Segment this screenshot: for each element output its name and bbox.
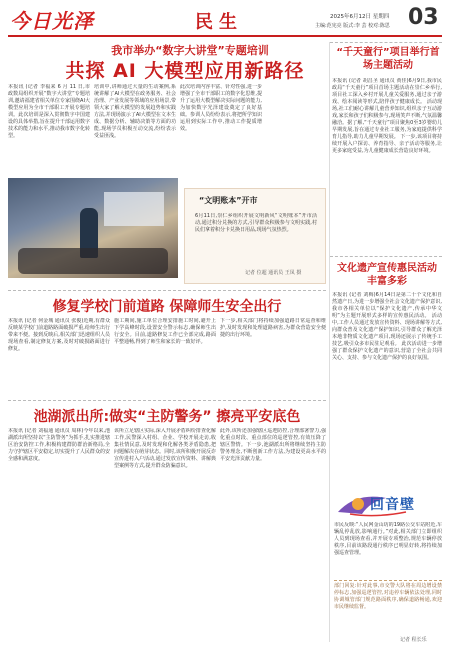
photo-screen	[104, 192, 164, 226]
sidebar2-divider	[330, 256, 442, 257]
echo-wall-credit: 记者 程长乐	[400, 637, 427, 643]
sidebar-divider-top	[330, 42, 442, 43]
article1-para1: 本报讯 (记者 李福来 6 月 11 日,市政数局组织开展“数字大讲堂”专题培训,邀请福建省相关单位专家围绕AI大模型应用为全市干部职工开展专题培训。此次培训是深入贯彻数字中国建设的具体举措,旨在提升干部运用数字技术的能力和水平,推动我市数字化转型。	[8, 84, 90, 139]
article1-title: 共探 AI 大模型应用新路径	[65, 60, 305, 82]
article3-col1	[8, 428, 110, 642]
article3-para1: 本报讯 (记者 刘福通 通讯员 周林)今年以来,池湖派出所坚持以“主防警务”为抓手,扎实推进辖区治安防控工作,积极构建群防群治新格局,全力守护辖区平安稳定,切实提升了人民群众的安全感和满意度。	[8, 428, 110, 462]
article1-col4	[266, 84, 326, 124]
article1-para3: 此次培训内容丰富、针对性强,进一步增强了全市干部职工的数字化思维,提升了运用大模型解决实际问题的能力,为加快数字光泽建设奠定了良好基础。参训人员纷纷表示,将把所学知识运用到实际工作中,推动工作提质增效。	[180, 84, 262, 132]
article2-title: 修复学校门前道路 保障师生安全出行	[52, 299, 282, 315]
echo-wall-label: 回音壁	[370, 497, 415, 513]
article2-para1: 本报讯 (记者 何金城 通讯员 张俊)近期,有群众反映某学校门前道路路面破损严重,给师生出行带来不便。接到反映后,相关部门迅速组织人员现场查看,制定修复方案,及时对破损路面进行修复。	[8, 318, 110, 352]
article3-col3	[220, 428, 326, 642]
echo-wall-reply	[334, 580, 442, 632]
article3-title: 池湖派出所:做实“主防警务” 擦亮平安底色	[33, 409, 301, 425]
echo-wall-reply-text: 部门回复:针对此事,市交警大队将在周边增设禁停标志,加强巡逻管控,对违停车辆依法处理,同时协调城管部门规范路面秩序,确保道路畅通,欢迎市民继续监督。	[334, 583, 442, 610]
sidebar2-para2: 活动中,工作人员通过发放宣传资料、现场讲解等方式,向群众普及文化遗产保护知识,引导群众了解光泽本地非物质文化遗产项目,现场还展示了传统手工技艺,吸引众多市民驻足观看。	[332, 313, 442, 347]
article3-divider	[8, 400, 326, 401]
issue-date: 2025年6月12日 星期四	[330, 14, 390, 20]
article2-col3	[220, 318, 326, 394]
page-number: 03	[408, 5, 439, 30]
training-photo	[8, 178, 178, 278]
newspaper-logo: 今日光泽	[10, 9, 94, 33]
quote-box-body: 6月11日,崇仁乡组织开展文明新风“文明账本”开市活动,通过积分兑换的方式,引导群众积极参与文明实践,村民们拿着积分卡兑换日用品,现场气氛热烈。	[195, 213, 317, 233]
article3-para3: 此外,该所还加强辖区巡逻防控,合理部署警力,强化重点时段、重点部位的巡逻管控,有效压降了辖区警情。下一步,池湖派出所将继续坚持主防警务理念,不断创新工作方法,为建设更高水平的平安光泽贡献力量。	[220, 428, 326, 462]
masthead-rule	[8, 35, 442, 37]
article3-col2	[114, 428, 216, 642]
article1-para2: 培训中,讲师通过大量的生动案例,系统讲解了AI大模型在政务服务、社会治理、产业发展等领域的应用场景,带领大家了解大模型的发展趋势和实践方法,并现场演示了AI大模型在文本生成、数据分析、辅助决策等方面的功能,现场学员积极互动交流,纷纷表示受益匪浅。	[94, 84, 176, 139]
echo-wall-body: 市民反映:“人民网金山坊的19路公交车站附近,车辆乱停乱放,影响通行。”对此,相关部门立即组织人员到现场查看,并开展专项整治,规范车辆停放秩序,目前该路段通行秩序已明显好转,将持续加强巡查管理。	[334, 522, 442, 556]
sidebar-para1: 本报讯 (记者 胡昌圣 通讯员 黄佳)6月9日,我市民政局“千天童行”项目首场主题活动在崇仁乡举行,项目社工深入乡村开展儿童关爱服务,通过亲子游戏、绘本阅读等形式,陪伴孩子健康成长。	[332, 78, 442, 105]
article3-para2: 该所立足辖区实际,深入开展矛盾纠纷排查化解工作,民警深入村组、企业、学校开展走访,收集社情民意,及时发现和化解各类矛盾隐患,把问题解决在萌芽状态。同时,该所积极开展反诈宣传进村入户活动,通过发放宣传资料、讲解典型案例等方式,提升群众防骗意识。	[114, 428, 216, 469]
sidebar2-body	[332, 292, 442, 486]
article2-col2	[114, 318, 216, 394]
article2-para2: 施工期间,施工单位合理安排施工时间,避开上下学高峰时段,设置安全警示标志,确保师生出行安全。目前,道路修复工作已全部完成,路面平整通畅,得到了师生和家长的一致好评。	[114, 318, 216, 345]
quote-box	[184, 188, 326, 284]
echo-wall-banner	[336, 490, 432, 518]
sidebar-title: “千天童行”项目举行首场主题活动	[336, 47, 440, 71]
sidebar2-title: 文化遗产宣传惠民活动丰富多彩	[337, 263, 437, 287]
issue-meta: 主编:范宪亮 版式:李 芸 校对:陈思	[315, 23, 390, 29]
article2-divider	[8, 290, 326, 291]
sidebar-para3: 下一步,该项目将持续开展入户探访、养育指导、亲子活动等服务,让更多家庭受益,为儿童健康成长营造良好环境。	[332, 134, 442, 154]
article2-para3: 下一步,相关部门将持续加强道路日常巡查和维护,及时发现和处理道路病害,为群众营造安全便捷的出行环境。	[220, 318, 326, 338]
column-rule-right	[329, 42, 330, 642]
sidebar-body	[332, 78, 442, 254]
sidebar2-para1: 本报讯 (记者 刘梅)6月14日是第二十个文化和自然遗产日,为进一步增强全社会文化遗产保护意识,我市各相关单位以“保护文化遗产,传承中华文明”为主题开展形式多样的宣传惠民活动。	[332, 292, 442, 319]
quote-box-credit: 记者 位超 通讯员 王凤 摄	[245, 270, 302, 276]
article2-col1	[8, 318, 110, 394]
quote-box-title: “文明账本”开市	[199, 196, 258, 205]
section-title: 民生	[195, 12, 243, 33]
sidebar2-para3: 此次活动进一步增强了群众保护文化遗产的意识,营造了全社会共同关心、支持、参与文化遗产保护的良好氛围。	[332, 341, 442, 361]
photo-audience	[18, 248, 168, 274]
masthead	[0, 0, 450, 40]
sidebar-para2: 活动现场,社工们耐心讲解儿童营养知识,组织亲子互动游戏,家长和孩子们积极参与,现场笑声不断,气氛温馨融洽。据了解,“千天童行”项目聚焦0至3岁婴幼儿早期发展,旨在通过专业社工服务,为家庭提供科学育儿指导,助力儿童早期发展。	[332, 99, 442, 140]
article1-subtitle: 我市举办“数字大讲堂”专题培训	[111, 44, 269, 57]
